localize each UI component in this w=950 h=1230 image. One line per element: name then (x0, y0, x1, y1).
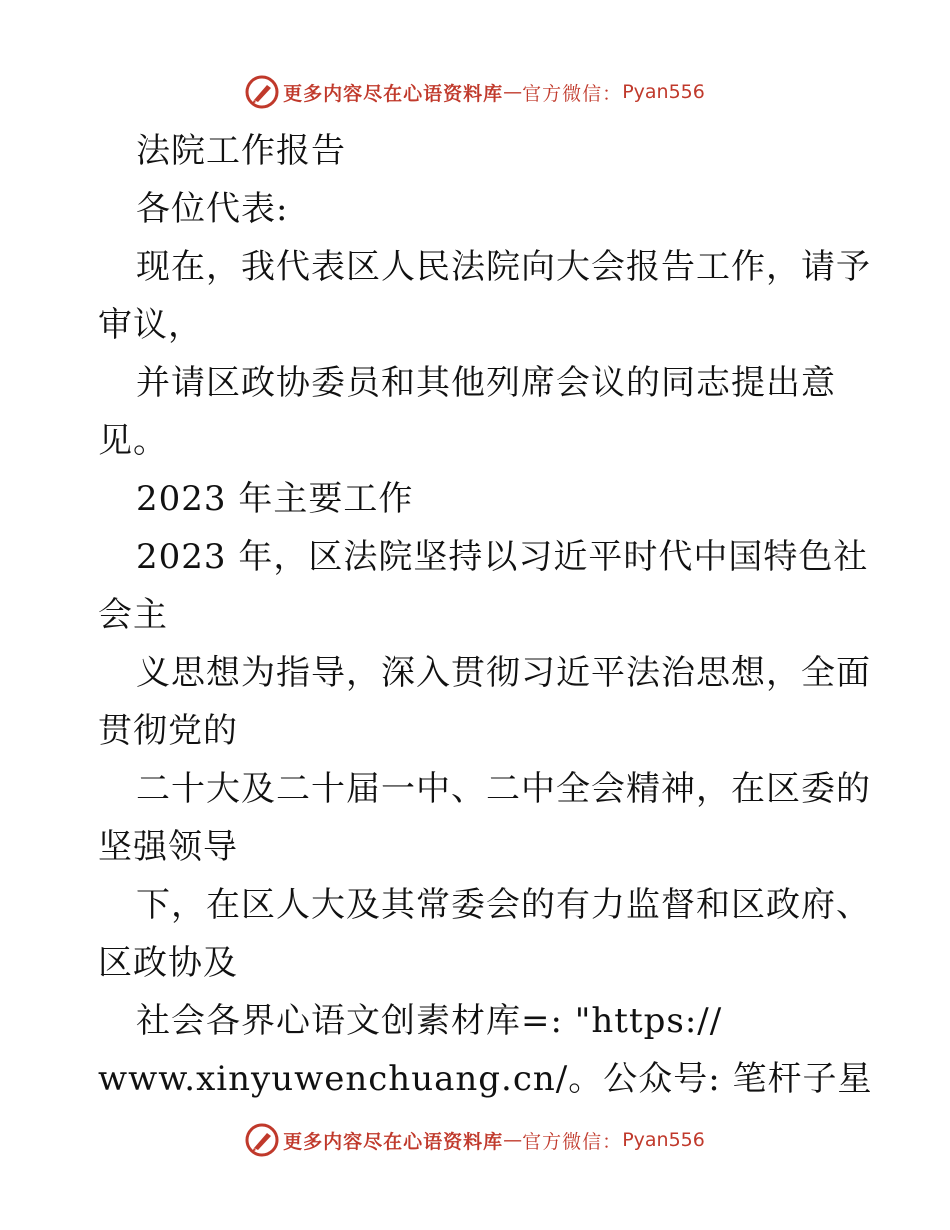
banner-dash: — (503, 81, 523, 103)
doc-line: 二十大及二十届一中、二中全会精神，在区委的 (136, 769, 871, 809)
doc-line: 现在，我代表区人民法院向大会报告工作，请予 (136, 247, 871, 287)
footer-banner (0, 1120, 950, 1160)
header-banner (0, 72, 950, 112)
banner-wechat-id: Pyan556 (622, 81, 705, 103)
doc-line: 并请区政协委员和其他列席会议的同志提出意 (136, 363, 836, 403)
pen-logo-icon (245, 1123, 279, 1157)
doc-line: 贯彻党的 (98, 711, 238, 751)
document-body (98, 122, 873, 1108)
doc-line: 会主 (98, 595, 168, 635)
doc-line: 审议， (98, 305, 203, 345)
doc-line: 义思想为指导，深入贯彻习近平法治思想，全面 (136, 653, 871, 693)
pen-logo-icon (245, 75, 279, 109)
banner-site-text: 更多内容尽在心语资料库 (283, 1130, 504, 1153)
doc-line: 坚强领导 (98, 827, 238, 867)
doc-line: 2023 年，区法院坚持以习近平时代中国特色社 (136, 537, 869, 577)
doc-title: 法院工作报告 (136, 131, 346, 171)
doc-salutation: 各位代表: (136, 189, 289, 229)
banner-dash: — (503, 1129, 523, 1151)
banner-site-text: 更多内容尽在心语资料库 (283, 82, 504, 105)
banner-official-label: 官方微信： (522, 82, 623, 105)
banner-wechat-id: Pyan556 (622, 1129, 705, 1151)
doc-line: 见。 (98, 421, 168, 461)
doc-line: 下，在区人大及其常委会的有力监督和区政府、 (136, 885, 871, 925)
doc-line: www.xinyuwenchuang.cn/。公众号: 笔杆子星 (98, 1059, 873, 1099)
doc-line: 社会各界心语文创素材库=: "https:// (136, 1001, 723, 1041)
doc-section-heading: 2023 年主要工作 (136, 479, 414, 519)
doc-line: 区政协及 (98, 943, 238, 983)
banner-official-label: 官方微信： (522, 1130, 623, 1153)
